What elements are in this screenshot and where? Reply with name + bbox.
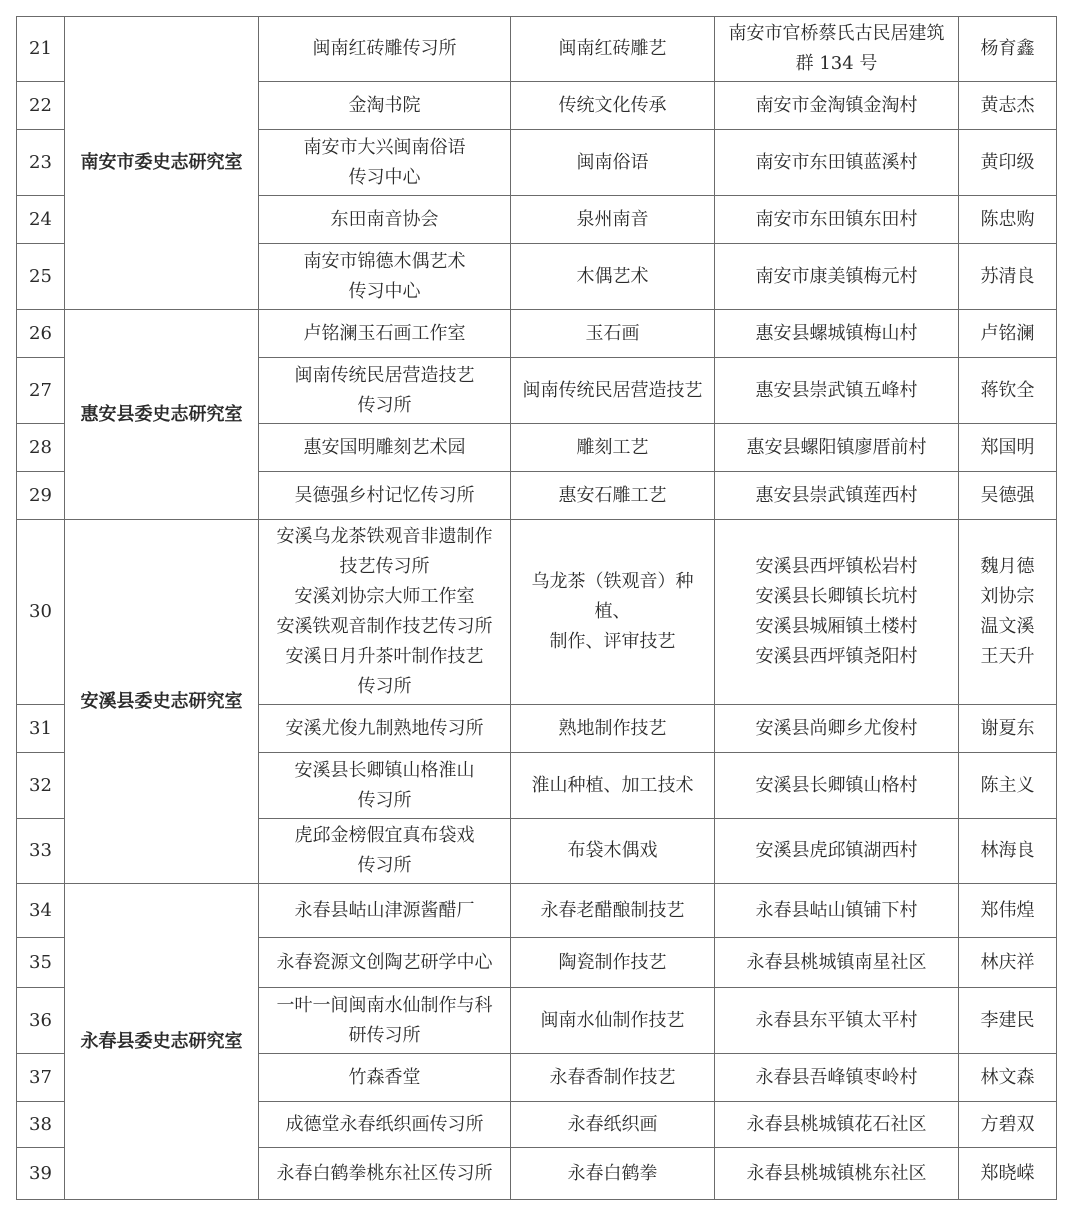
- cell-line: 安溪县城厢镇土楼村: [755, 616, 918, 637]
- cell-line: 安溪铁观音制作技艺传习所: [276, 616, 493, 637]
- cell-line: 群 134 号: [795, 53, 878, 74]
- cell-line: 方碧双: [980, 1113, 1035, 1135]
- address-cell: [715, 82, 959, 130]
- cell-line: 南安市大兴闽南俗语: [303, 136, 466, 158]
- table-body: [17, 17, 1057, 1200]
- row-number: 27: [17, 358, 65, 424]
- address-cell: [715, 1054, 959, 1102]
- cell-line: 永春县桃城镇花石社区: [746, 1113, 927, 1135]
- cell-line: 惠安国明雕刻艺术园: [303, 436, 466, 458]
- person-cell: [959, 196, 1057, 244]
- table-row: [17, 310, 1057, 358]
- cell-line: 永春白鹤拳: [567, 1162, 658, 1184]
- address-cell: [715, 753, 959, 819]
- cell-line: 温文溪: [980, 616, 1035, 637]
- row-number: 25: [17, 244, 65, 310]
- cell-line: 安溪县长卿镇长坑村: [755, 586, 918, 607]
- cell-line: 黄印级: [980, 151, 1035, 173]
- cell-line: 雕刻工艺: [576, 436, 649, 458]
- cell-line: 研传习所: [348, 1024, 421, 1046]
- project-cell: [511, 938, 715, 988]
- cell-line: 永春老醋酿制技艺: [540, 899, 685, 921]
- cell-line: 谢夏东: [980, 717, 1035, 739]
- org-cell: 永春县委史志研究室: [65, 884, 259, 1200]
- cell-line: 惠安县崇武镇五峰村: [755, 379, 918, 401]
- institution-name-cell: [259, 17, 511, 82]
- org-cell: 南安市委史志研究室: [65, 17, 259, 310]
- address-cell: [715, 1148, 959, 1200]
- person-cell: [959, 244, 1057, 310]
- address-cell: [715, 938, 959, 988]
- cell-line: 熟地制作技艺: [558, 717, 667, 739]
- table-row: [17, 884, 1057, 938]
- address-cell: [715, 520, 959, 705]
- institution-name-cell: [259, 472, 511, 520]
- cell-line: 魏月德: [980, 556, 1035, 577]
- address-cell: [715, 196, 959, 244]
- person-cell: [959, 130, 1057, 196]
- institution-name-cell: [259, 1148, 511, 1200]
- institution-name-cell: [259, 819, 511, 884]
- cell-line: 苏清良: [980, 265, 1035, 287]
- cell-line: 安溪县虎邱镇湖西村: [755, 840, 918, 861]
- cell-line: 南安市东田镇东田村: [755, 208, 918, 230]
- cell-line: 南安市金淘镇金淘村: [755, 94, 918, 116]
- person-cell: [959, 17, 1057, 82]
- address-cell: [715, 17, 959, 82]
- cell-line: 惠安县螺城镇梅山村: [755, 322, 918, 344]
- institution-name-cell: [259, 884, 511, 938]
- cell-line: 布袋木偶戏: [567, 840, 658, 861]
- row-number: 21: [17, 17, 65, 82]
- project-cell: [511, 130, 715, 196]
- address-cell: [715, 472, 959, 520]
- cell-line: 制作、评审技艺: [549, 631, 676, 652]
- cell-line: 安溪县长卿镇山格村: [755, 774, 918, 796]
- project-cell: [511, 424, 715, 472]
- row-number: 28: [17, 424, 65, 472]
- cell-line: 安溪日月升茶叶制作技艺: [285, 646, 484, 667]
- cell-line: 陈忠购: [980, 208, 1035, 230]
- cell-line: 林庆祥: [980, 951, 1035, 973]
- cell-line: 陶瓷制作技艺: [558, 951, 667, 973]
- institution-name-cell: [259, 1102, 511, 1148]
- cell-line: 郑晓嵘: [980, 1162, 1035, 1184]
- project-cell: [511, 819, 715, 884]
- cell-line: 吴德强: [980, 484, 1035, 506]
- row-number: 39: [17, 1148, 65, 1200]
- cell-line: 永春县吾峰镇枣岭村: [755, 1066, 918, 1088]
- institution-name-cell: [259, 753, 511, 819]
- cell-line: 蒋钦全: [980, 379, 1035, 401]
- cell-line: 传统文化传承: [558, 94, 667, 116]
- cell-line: 虎邱金榜假宜真布袋戏: [294, 825, 475, 846]
- cell-line: 闽南传统民居营造技艺: [522, 379, 703, 401]
- person-cell: [959, 884, 1057, 938]
- institution-name-cell: [259, 1054, 511, 1102]
- cell-line: 传习所: [357, 789, 412, 811]
- cell-line: 竹森香堂: [348, 1066, 421, 1088]
- address-cell: [715, 358, 959, 424]
- row-number: 35: [17, 938, 65, 988]
- cell-line: 黄志杰: [980, 94, 1035, 116]
- institution-name-cell: [259, 196, 511, 244]
- address-cell: [715, 310, 959, 358]
- row-number: 26: [17, 310, 65, 358]
- table-row: [17, 17, 1057, 82]
- person-cell: [959, 82, 1057, 130]
- cell-line: 吴德强乡村记忆传习所: [294, 484, 475, 506]
- person-cell: [959, 1148, 1057, 1200]
- cell-line: 安溪县西坪镇尧阳村: [755, 646, 918, 667]
- cell-line: 传习中心: [348, 166, 421, 188]
- project-cell: [511, 82, 715, 130]
- project-cell: [511, 244, 715, 310]
- cell-line: 林文森: [980, 1066, 1035, 1088]
- cell-line: 成德堂永春纸织画传习所: [285, 1113, 484, 1135]
- cell-line: 木偶艺术: [576, 265, 649, 287]
- cell-line: 永春白鹤拳桃东社区传习所: [276, 1162, 493, 1184]
- row-number: 24: [17, 196, 65, 244]
- cell-line: 杨育鑫: [980, 38, 1035, 59]
- project-cell: [511, 705, 715, 753]
- cell-line: 永春县桃城镇南星社区: [746, 951, 927, 973]
- address-cell: [715, 988, 959, 1054]
- row-number: 29: [17, 472, 65, 520]
- cell-line: 安溪尤俊九制熟地传习所: [285, 717, 484, 739]
- cell-line: 李建民: [980, 1009, 1035, 1031]
- person-cell: [959, 358, 1057, 424]
- cell-line: 传习所: [357, 394, 412, 416]
- row-number: 30: [17, 520, 65, 705]
- cell-line: 刘协宗: [980, 586, 1035, 607]
- cell-line: 南安市康美镇梅元村: [755, 265, 918, 287]
- cell-line: 惠安县螺阳镇廖厝前村: [746, 436, 927, 458]
- cell-line: 乌龙茶（铁观音）种植、: [531, 571, 694, 622]
- row-number: 32: [17, 753, 65, 819]
- project-cell: [511, 753, 715, 819]
- row-number: 38: [17, 1102, 65, 1148]
- institution-name-cell: [259, 310, 511, 358]
- institution-name-cell: [259, 988, 511, 1054]
- institution-name-cell: [259, 705, 511, 753]
- row-number: 31: [17, 705, 65, 753]
- cell-line: 闽南传统民居营造技艺: [294, 364, 475, 386]
- row-number: 37: [17, 1054, 65, 1102]
- project-cell: [511, 520, 715, 705]
- cell-line: 闽南红砖雕传习所: [312, 38, 457, 59]
- cell-line: 郑伟煌: [980, 899, 1035, 921]
- institution-name-cell: [259, 520, 511, 705]
- cell-line: 卢铭澜: [980, 322, 1035, 344]
- row-number: 33: [17, 819, 65, 884]
- project-cell: [511, 1102, 715, 1148]
- cell-line: 玉石画: [585, 322, 640, 344]
- project-cell: [511, 884, 715, 938]
- cell-line: 王天升: [980, 646, 1035, 667]
- person-cell: [959, 472, 1057, 520]
- person-cell: [959, 938, 1057, 988]
- table-row: [17, 520, 1057, 705]
- cell-line: 安溪县长卿镇山格淮山: [294, 759, 475, 781]
- address-cell: [715, 244, 959, 310]
- project-cell: [511, 17, 715, 82]
- cell-line: 永春纸织画: [567, 1113, 658, 1135]
- org-cell: 安溪县委史志研究室: [65, 520, 259, 884]
- person-cell: [959, 1102, 1057, 1148]
- cell-line: 传习所: [357, 855, 412, 876]
- project-cell: [511, 310, 715, 358]
- project-cell: [511, 358, 715, 424]
- project-cell: [511, 988, 715, 1054]
- cell-line: 惠安石雕工艺: [558, 484, 667, 506]
- institution-name-cell: [259, 82, 511, 130]
- cell-line: 闽南红砖雕艺: [558, 38, 667, 59]
- institution-name-cell: [259, 130, 511, 196]
- institution-name-cell: [259, 424, 511, 472]
- address-cell: [715, 424, 959, 472]
- cell-line: 卢铭澜玉石画工作室: [303, 322, 466, 344]
- cell-line: 传习中心: [348, 280, 421, 302]
- cell-line: 林海良: [980, 840, 1035, 861]
- cell-line: 南安市锦德木偶艺术: [303, 250, 466, 272]
- person-cell: [959, 753, 1057, 819]
- cell-line: 安溪刘协宗大师工作室: [294, 586, 475, 607]
- cell-line: 东田南音协会: [330, 208, 439, 230]
- cell-line: 郑国明: [980, 436, 1035, 458]
- row-number: 34: [17, 884, 65, 938]
- project-cell: [511, 1148, 715, 1200]
- cell-line: 永春县岵山津源酱醋厂: [294, 899, 475, 921]
- cell-line: 淮山种植、加工技术: [531, 774, 694, 796]
- address-cell: [715, 1102, 959, 1148]
- person-cell: [959, 1054, 1057, 1102]
- cell-line: 闽南水仙制作技艺: [540, 1009, 685, 1031]
- cell-line: 一叶一间闽南水仙制作与科: [276, 994, 493, 1016]
- row-number: 23: [17, 130, 65, 196]
- cell-line: 泉州南音: [576, 208, 649, 230]
- institution-name-cell: [259, 358, 511, 424]
- institution-name-cell: [259, 244, 511, 310]
- cell-line: 永春瓷源文创陶艺研学中心: [276, 951, 493, 973]
- project-cell: [511, 1054, 715, 1102]
- cell-line: 永春县桃城镇桃东社区: [746, 1162, 927, 1184]
- cell-line: 陈主义: [980, 774, 1035, 796]
- cell-line: 安溪县尚卿乡尤俊村: [755, 717, 918, 739]
- address-cell: [715, 705, 959, 753]
- cell-line: 传习所: [357, 676, 412, 697]
- cell-line: 金淘书院: [348, 94, 421, 116]
- project-cell: [511, 196, 715, 244]
- cell-line: 永春县岵山镇铺下村: [755, 899, 918, 921]
- address-cell: [715, 130, 959, 196]
- person-cell: [959, 819, 1057, 884]
- institution-name-cell: [259, 938, 511, 988]
- project-cell: [511, 472, 715, 520]
- address-cell: [715, 819, 959, 884]
- row-number: 22: [17, 82, 65, 130]
- cell-line: 永春香制作技艺: [549, 1066, 676, 1088]
- cell-line: 技艺传习所: [339, 556, 430, 577]
- person-cell: [959, 310, 1057, 358]
- cell-line: 南安市官桥蔡氏古民居建筑: [728, 23, 945, 44]
- heritage-register-table: [16, 16, 1057, 1200]
- cell-line: 惠安县崇武镇莲西村: [755, 484, 918, 506]
- person-cell: [959, 520, 1057, 705]
- cell-line: 安溪乌龙茶铁观音非遗制作: [276, 526, 493, 547]
- person-cell: [959, 424, 1057, 472]
- cell-line: 安溪县西坪镇松岩村: [755, 556, 918, 577]
- cell-line: 闽南俗语: [576, 151, 649, 173]
- org-cell: 惠安县委史志研究室: [65, 310, 259, 520]
- person-cell: [959, 988, 1057, 1054]
- address-cell: [715, 884, 959, 938]
- row-number: 36: [17, 988, 65, 1054]
- person-cell: [959, 705, 1057, 753]
- cell-line: 南安市东田镇蓝溪村: [755, 151, 918, 173]
- cell-line: 永春县东平镇太平村: [755, 1009, 918, 1031]
